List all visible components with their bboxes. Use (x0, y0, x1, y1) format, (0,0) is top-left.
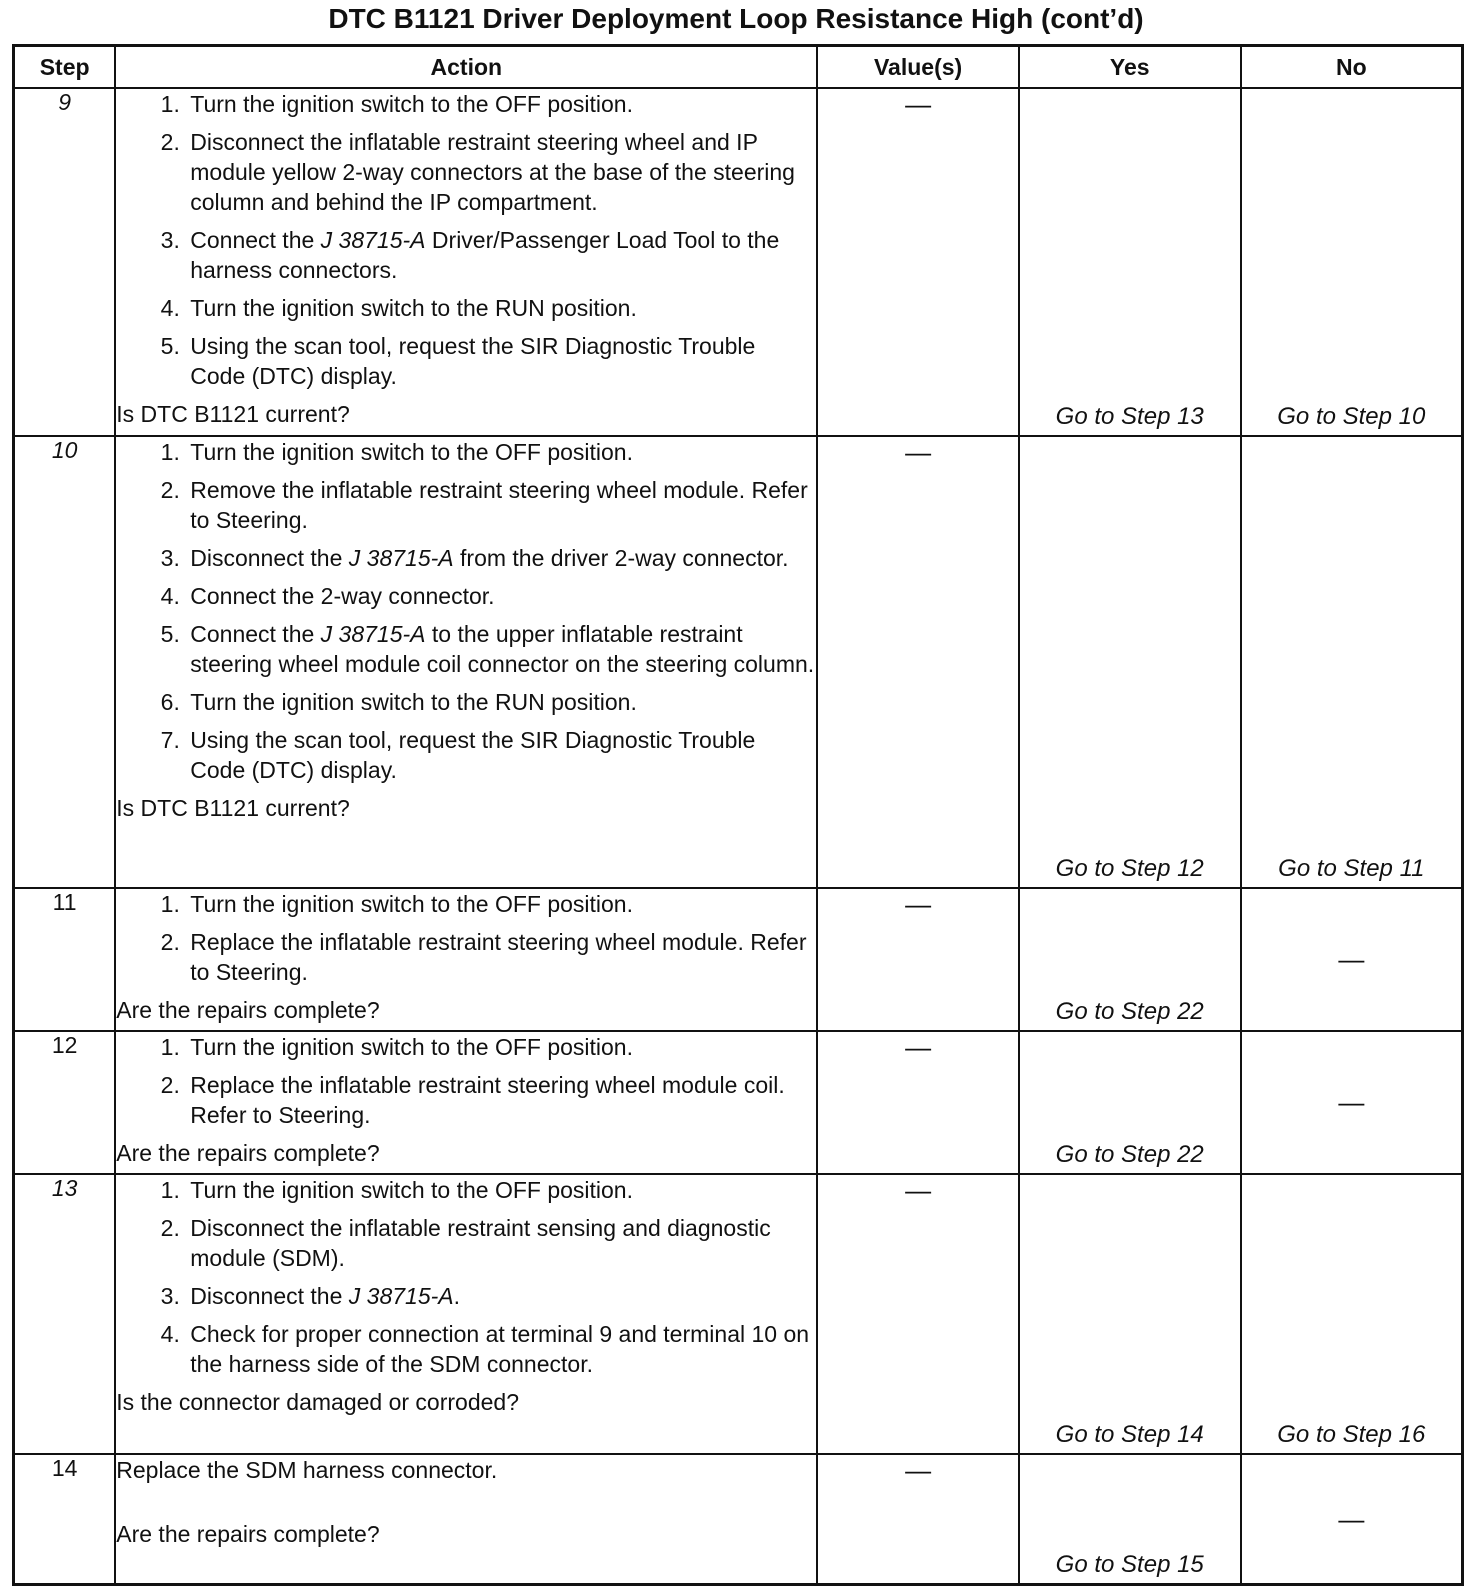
no-cell (1241, 88, 1463, 436)
action-list (116, 889, 816, 987)
value-cell: — (817, 1031, 1018, 1174)
yes-goto: Go to Step 15 (1055, 1551, 1204, 1578)
action-item: 1. Turn the ignition switch to the OFF position. (186, 1175, 816, 1205)
tool-name: J 38715-A (348, 545, 454, 571)
action-item: 2. Replace the inflatable restraint steering wheel module coil. Refer to Steering. (186, 1070, 816, 1130)
question: Is DTC B1121 current? (116, 401, 350, 427)
yes-cell (1019, 88, 1241, 436)
action-list (116, 1175, 816, 1379)
yes-goto: Go to Step 13 (1055, 403, 1204, 430)
no-cell: — (1241, 1031, 1463, 1174)
tool-name: J 38715-A (348, 1283, 454, 1309)
step-number: 12 (14, 1031, 116, 1174)
no-cell: — (1241, 888, 1463, 1031)
action-item: 1. Turn the ignition switch to the OFF position. (186, 437, 816, 467)
yes-cell (1019, 888, 1241, 1031)
action-item: 7. Using the scan tool, request the SIR Diagnostic Trouble Code (DTC) display. (186, 725, 816, 785)
action-item: 5. Connect the J 38715-A to the upper inflatable restraint steering wheel module coil connector on the steering column. (186, 619, 816, 679)
yes-goto: Go to Step 22 (1055, 1141, 1204, 1168)
action-cell (115, 1174, 817, 1454)
action-item: 2. Disconnect the inflatable restraint steering wheel and IP module yellow 2-way connectors at the base of the steering column and behind the IP compartment. (186, 127, 816, 217)
action-item: 1. Turn the ignition switch to the OFF position. (186, 89, 816, 119)
action-cell (115, 1031, 817, 1174)
yes-goto: Go to Step 14 (1055, 1421, 1204, 1448)
page-title: DTC B1121 Driver Deployment Loop Resistance High (cont’d) (328, 3, 1144, 34)
yes-goto: Go to Step 22 (1055, 998, 1204, 1025)
table-row (14, 436, 1463, 888)
value-cell: — (817, 1174, 1018, 1454)
value-cell: — (817, 1454, 1018, 1585)
question: Is the connector damaged or corroded? (116, 1389, 519, 1415)
header-action: Action (115, 46, 817, 89)
step-number: 14 (14, 1454, 116, 1585)
action-item: 3. Disconnect the J 38715-A from the driver 2-way connector. (186, 543, 816, 573)
action-item: 3. Connect the J 38715-A Driver/Passenger Load Tool to the harness connectors. (186, 225, 816, 285)
yes-cell (1019, 1454, 1241, 1585)
action-item: 6. Turn the ignition switch to the RUN position. (186, 687, 816, 717)
action-item: 4. Turn the ignition switch to the RUN position. (186, 293, 816, 323)
action-item: 5. Using the scan tool, request the SIR Diagnostic Trouble Code (DTC) display. (186, 331, 816, 391)
table-row (14, 1454, 1463, 1585)
action-item: 2. Disconnect the inflatable restraint sensing and diagnostic module (SDM). (186, 1213, 816, 1273)
yes-cell (1019, 1031, 1241, 1174)
tool-name: J 38715-A (320, 621, 426, 647)
action-item: 2. Replace the inflatable restraint steering wheel module. Refer to Steering. (186, 927, 816, 987)
step-number: 10 (14, 436, 116, 888)
yes-cell (1019, 1174, 1241, 1454)
action-item: 2. Remove the inflatable restraint steering wheel module. Refer to Steering. (186, 475, 816, 535)
action-cell (115, 436, 817, 888)
header-step: Step (14, 46, 116, 89)
header-no: No (1241, 46, 1463, 89)
table-row (14, 88, 1463, 436)
action-list (116, 1032, 816, 1130)
yes-cell (1019, 436, 1241, 888)
action-item: 4. Check for proper connection at terminal 9 and terminal 10 on the harness side of the SDM connector. (186, 1319, 816, 1379)
action-item: 1. Turn the ignition switch to the OFF position. (186, 1032, 816, 1062)
step-number: 9 (14, 88, 116, 436)
value-cell: — (817, 436, 1018, 888)
table-row (14, 1174, 1463, 1454)
header-values: Value(s) (817, 46, 1018, 89)
yes-goto: Go to Step 12 (1055, 855, 1204, 882)
tool-name: J 38715-A (320, 227, 426, 253)
no-goto: Go to Step 16 (1277, 1421, 1426, 1448)
value-cell: — (817, 88, 1018, 436)
no-cell: — (1241, 1454, 1463, 1585)
diagnostic-table (12, 44, 1464, 1586)
step-number: 11 (14, 888, 116, 1031)
question: Are the repairs complete? (116, 1140, 380, 1166)
no-cell (1241, 1174, 1463, 1454)
header-row (14, 46, 1463, 89)
header-yes: Yes (1019, 46, 1241, 89)
action-text: Replace the SDM harness connector. (116, 1457, 498, 1483)
question: Are the repairs complete? (116, 1521, 380, 1547)
table-row (14, 888, 1463, 1031)
value-cell: — (817, 888, 1018, 1031)
step-number: 13 (14, 1174, 116, 1454)
action-list (116, 437, 816, 785)
action-item: 1. Turn the ignition switch to the OFF position. (186, 889, 816, 919)
no-cell (1241, 436, 1463, 888)
table-row (14, 1031, 1463, 1174)
action-list (116, 89, 816, 391)
action-cell (115, 888, 817, 1031)
no-goto: Go to Step 10 (1277, 403, 1426, 430)
question: Is DTC B1121 current? (116, 795, 350, 821)
action-cell (115, 88, 817, 436)
question: Are the repairs complete? (116, 997, 380, 1023)
action-item: 3. Disconnect the J 38715-A. (186, 1281, 816, 1311)
action-item: 4. Connect the 2-way connector. (186, 581, 816, 611)
no-goto: Go to Step 11 (1278, 855, 1425, 882)
action-cell (115, 1454, 817, 1585)
